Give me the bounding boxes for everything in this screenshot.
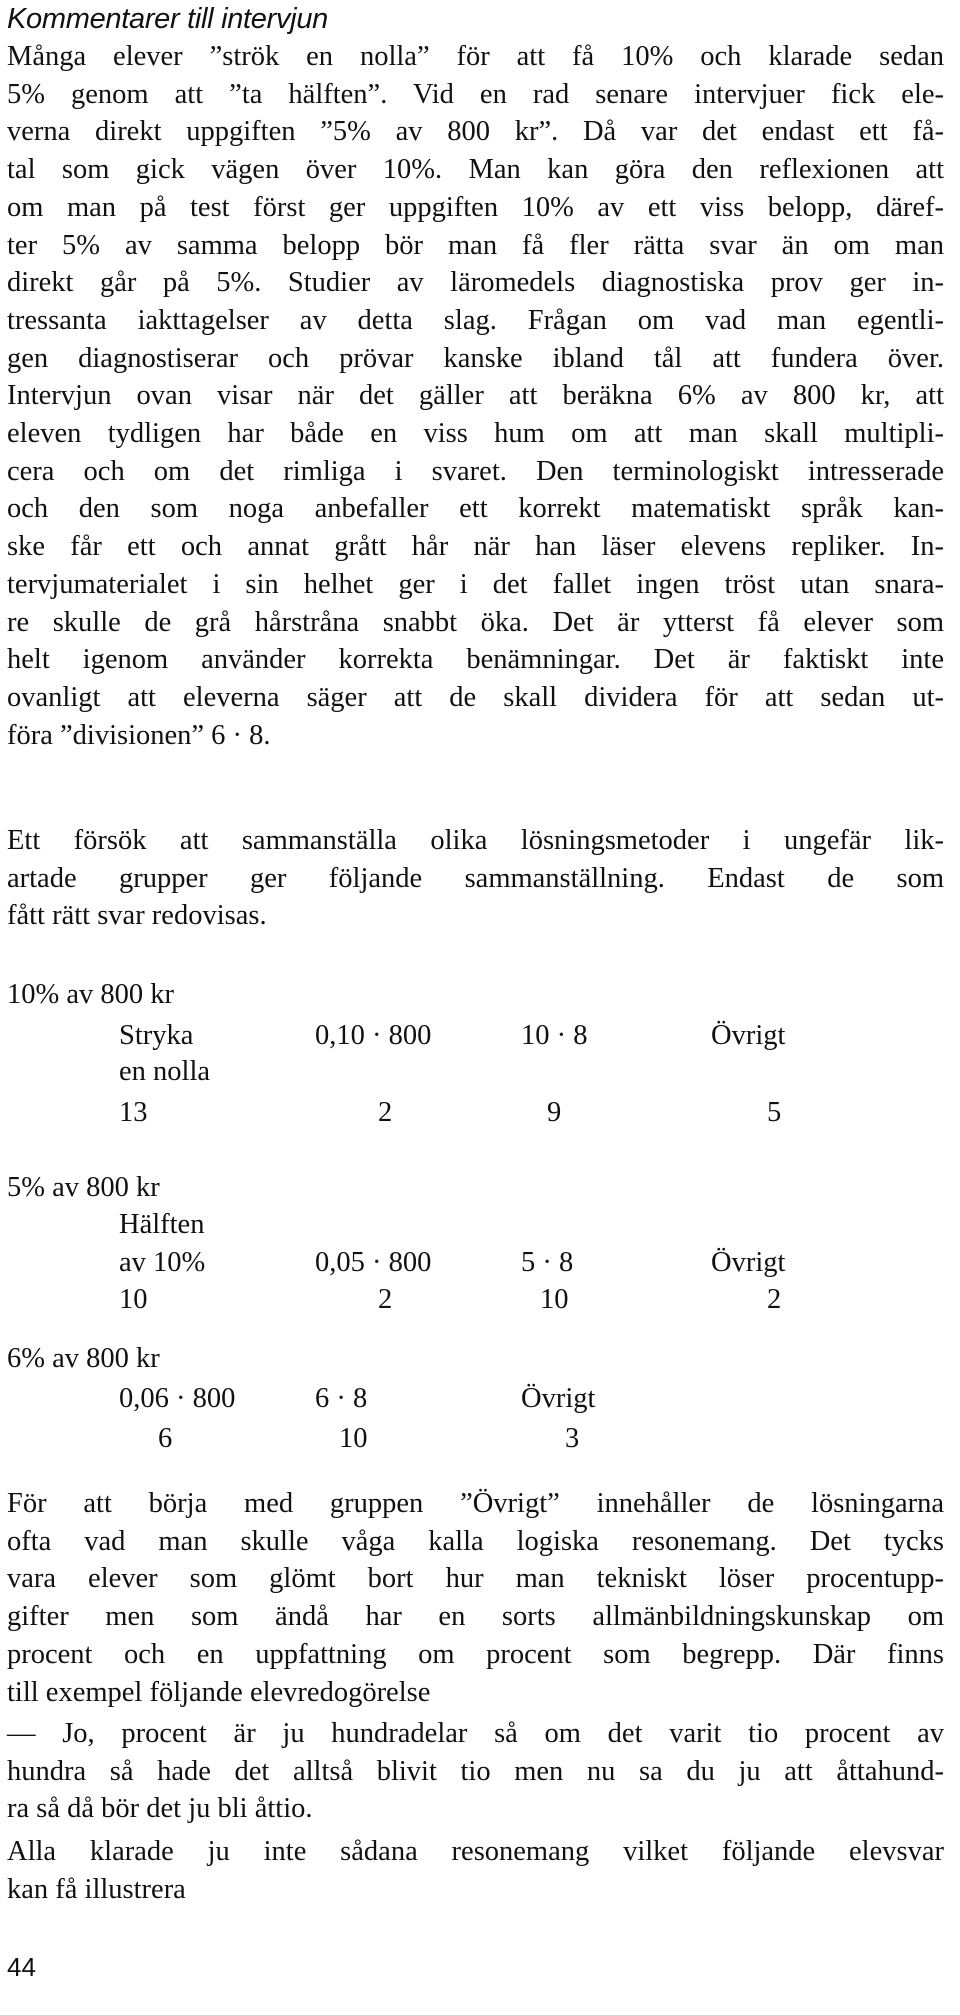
- method-label: 0,06 · 800: [119, 1383, 236, 1414]
- text-line: hundra så hade det alltså blivit tio men nu sa du ju att åttahund-: [7, 1755, 944, 1787]
- group-title: 10% av 800 kr: [7, 979, 175, 1010]
- method-label: Övrigt: [711, 1020, 786, 1051]
- text-line: föra ”divisionen” 6 · 8.: [7, 719, 271, 751]
- text-line: tervjumaterialet i sin helhet ger i det fallet ingen tröst utan snara-: [7, 568, 944, 600]
- text-line: ske får ett och annat grått hår när han läser elevens repliker. In-: [7, 531, 944, 563]
- paragraph-ovrigt: [7, 1485, 944, 1711]
- method-count: 2: [378, 1097, 393, 1128]
- method-label: Hälften: [119, 1209, 205, 1240]
- text-line: kan få illustrera: [7, 1873, 186, 1905]
- text-line: helt igenom använder korrekta benämningar. Det är faktiskt inte: [7, 644, 944, 676]
- text-line: Många elever ”strök en nolla” för att få 10% och klarade sedan: [7, 41, 944, 72]
- text-line: För att börja med gruppen ”Övrigt” innehåller de lösningarna: [7, 1488, 944, 1519]
- method-count: 3: [565, 1423, 580, 1454]
- method-label: Stryka: [119, 1020, 194, 1051]
- text-line: och den som noga anbefaller ett korrekt matematiskt språk kan-: [7, 493, 944, 525]
- text-line: Ett försök att sammanställa olika lösningsmetoder i ungefär lik-: [7, 825, 944, 856]
- method-count: 9: [547, 1097, 562, 1128]
- text-line: fått rätt svar redovisas.: [7, 900, 267, 932]
- text-line: ovanligt att eleverna säger att de skall dividera för att sedan ut-: [7, 681, 944, 713]
- method-count: 2: [378, 1284, 393, 1315]
- method-count: 13: [119, 1097, 148, 1128]
- text-line: gifter men som ändå har en sorts allmänbildningskunskap om: [7, 1601, 944, 1633]
- paragraph-closing: [7, 1833, 944, 1908]
- group-title: 5% av 800 kr: [7, 1172, 160, 1203]
- text-line: om man på test först ger uppgiften 10% av ett viss belopp, däref-: [7, 191, 944, 223]
- text-line: till exempel följande elevredogörelse: [7, 1676, 431, 1708]
- text-line: gen diagnostiserar och prövar kanske ibland tål att fundera över.: [7, 342, 944, 374]
- method-label: en nolla: [119, 1056, 211, 1087]
- method-label: av 10%: [119, 1247, 206, 1278]
- text-line: cera och om det rimliga i svaret. Den terminologiskt intresserade: [7, 455, 944, 487]
- paragraph-intro-summary: [7, 822, 944, 935]
- method-label: Övrigt: [711, 1247, 786, 1278]
- text-line: vara elever som glömt bort hur man tekniskt löser procentupp-: [7, 1563, 944, 1595]
- text-line: ofta vad man skulle våga kalla logiska resonemang. Det tycks: [7, 1525, 944, 1557]
- text-line: re skulle de grå hårstråna snabbt öka. Det är ytterst få elever som: [7, 606, 944, 638]
- method-count: 5: [767, 1097, 782, 1128]
- method-label: 0,05 · 800: [315, 1247, 432, 1278]
- text-line: verna direkt uppgiften ”5% av 800 kr”. Då var det endast ett få-: [7, 116, 944, 148]
- method-count: 10: [119, 1284, 148, 1315]
- method-label: Övrigt: [521, 1383, 596, 1414]
- text-line: ter 5% av samma belopp bör man få fler rätta svar än om man: [7, 229, 944, 261]
- text-line: ra så då bör det ju bli åttio.: [7, 1793, 313, 1825]
- method-count: 6: [158, 1423, 173, 1454]
- method-count: 2: [767, 1284, 782, 1315]
- text-line: tal som gick vägen över 10%. Man kan göra den reflexionen att: [7, 154, 944, 186]
- text-line: Intervjun ovan visar när det gäller att beräkna 6% av 800 kr, att: [7, 380, 944, 412]
- section-heading: Kommentarer till intervjun: [7, 3, 328, 35]
- method-count: 10: [339, 1423, 368, 1454]
- text-line: Alla klarade ju inte sådana resonemang vilket följande elevsvar: [7, 1836, 944, 1867]
- text-line: 5% genom att ”ta hälften”. Vid en rad senare intervjuer fick ele-: [7, 78, 944, 110]
- method-label: 0,10 · 800: [315, 1020, 432, 1051]
- text-line: tressanta iakttagelser av detta slag. Frågan om vad man egentli-: [7, 304, 944, 336]
- group-title: 6% av 800 kr: [7, 1343, 160, 1374]
- text-line: eleven tydligen har både en viss hum om att man skall multipli-: [7, 418, 944, 450]
- page-number: 44: [7, 1952, 36, 1982]
- text-line: — Jo, procent är ju hundradelar så om det varit tio procent av: [7, 1718, 944, 1749]
- method-count: 10: [540, 1284, 569, 1315]
- text-line: procent och en uppfattning om procent som begrepp. Där finns: [7, 1638, 944, 1670]
- method-label: 5 · 8: [521, 1247, 574, 1278]
- text-line: direkt går på 5%. Studier av läromedels diagnostiska prov ger in-: [7, 267, 944, 299]
- paragraph-commentary: [7, 38, 944, 754]
- method-label: 10 · 8: [521, 1020, 588, 1051]
- method-label: 6 · 8: [315, 1383, 368, 1414]
- paragraph-student-quote: [7, 1715, 944, 1828]
- text-line: artade grupper ger följande sammanställning. Endast de som: [7, 862, 944, 894]
